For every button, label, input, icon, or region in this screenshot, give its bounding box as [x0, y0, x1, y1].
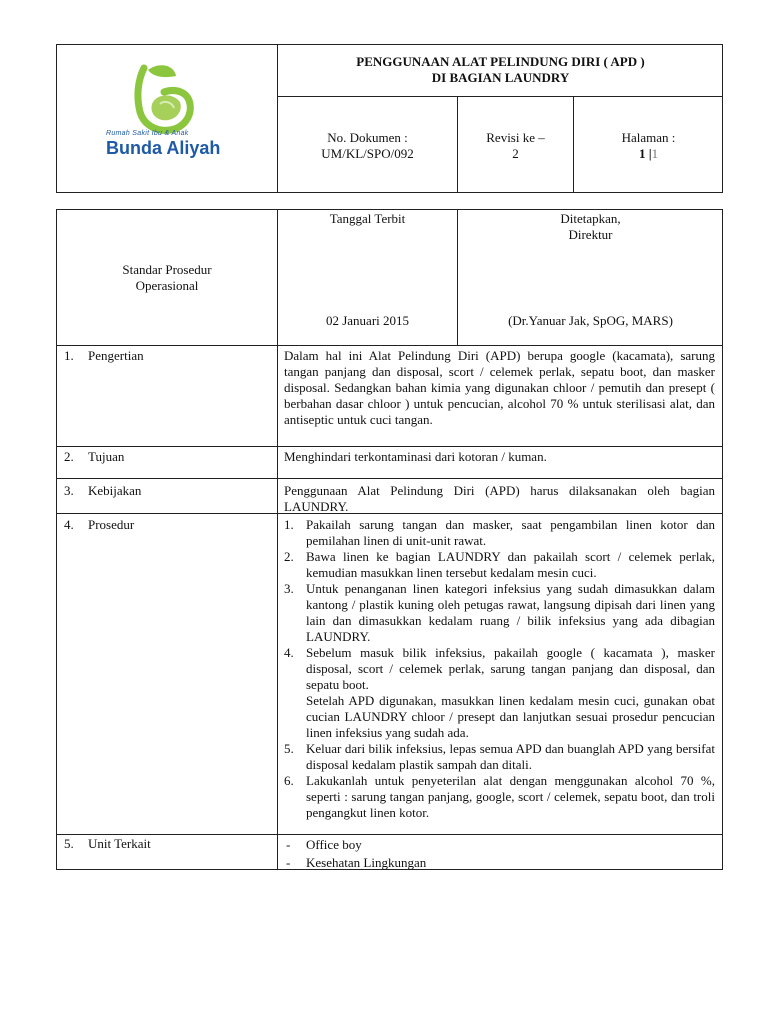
section-3-text: Penggunaan Alat Pelindung Diri (APD) harus dilaksanakan oleh bagian LAUNDRY.: [284, 483, 715, 514]
step-text: Bawa linen ke bagian LAUNDRY dan pakailah scort / celemek perlak, kemudian masukkan linen tersebut kedalam mesin cuci.: [306, 549, 715, 580]
document-title: [278, 54, 723, 86]
issue-date-value: 02 Januari 2015: [325, 313, 410, 328]
step-number: 6.: [284, 773, 294, 788]
page-label: Halaman :: [621, 130, 676, 145]
step-text: Lakukanlah untuk penyeterilan alat dengan menggunakan alcohol 70 %, seperti : sarung tangan panjang, google, scort / celemek, sepatu boot, dan troli pengangkut linen kotor.: [306, 773, 715, 820]
procedure-step: [284, 517, 715, 549]
step-number: 5.: [284, 741, 294, 756]
step-text: Pakailah sarung tangan dan masker, saat pengambilan linen kotor dan pemilahan linen di unit-unit rawat.: [306, 517, 715, 548]
step-text: Keluar dari bilik infeksius, lepas semua APD dan buanglah APD yang bersifat disposal kedalam plastik sampah dan ditali.: [306, 741, 715, 772]
revision: [458, 130, 573, 162]
list-dash: -: [286, 855, 291, 870]
issue-date-label: Tanggal Terbit: [329, 211, 406, 226]
section-5-number: 5.: [64, 836, 74, 851]
step-text: Sebelum masuk bilik infeksius, pakailah google ( kacamata ), masker disposal, scort / celemek perlak, sarung tangan panjang dan disposal, dan sepatu boot.: [306, 645, 715, 692]
procedure-steps: [284, 517, 715, 821]
section-2-label: Tujuan: [88, 449, 125, 464]
step-text: Untuk penanganan linen kategori infeksius yang sudah dimasukkan dalam kantong / plastik kuning oleh petugas rawat, langsung dipisah dari linen yang lain dan dimasukkan kedalam ruang / bilik infeksius yang ada dibagian LAUNDRY.: [306, 581, 715, 644]
page-total: 1: [651, 146, 659, 161]
logo-name: Bunda Aliyah: [106, 138, 221, 158]
related-units-list: [280, 836, 710, 872]
step-number: 1.: [284, 517, 294, 532]
step-number: 3.: [284, 581, 294, 596]
related-unit: [280, 836, 710, 854]
procedure-list-b: [284, 741, 715, 821]
step-number: 2.: [284, 549, 294, 564]
procedure-step: [284, 741, 715, 773]
page-current: 1 |: [638, 146, 652, 161]
spo-label-line-2: Operasional: [135, 278, 199, 293]
director-title: Direktur: [568, 227, 613, 242]
title-line-2: DI BAGIAN LAUNDRY: [431, 70, 570, 85]
hospital-logo: [100, 60, 240, 170]
approved-label: Ditetapkan,: [560, 211, 621, 226]
doc-number-value: UM/KL/SPO/092: [321, 146, 414, 161]
related-unit-text: Office boy: [306, 837, 362, 852]
section-4-label: Prosedur: [88, 517, 135, 532]
document-number: [278, 130, 457, 162]
page-value: [574, 146, 723, 162]
logo-subtitle: Rumah Sakit Ibu & Anak: [106, 130, 189, 137]
procedure-step: [284, 549, 715, 581]
page-number: [574, 130, 723, 162]
procedure-step: [284, 645, 715, 693]
spo-label-line-1: Standar Prosedur: [122, 262, 212, 277]
section-3-number: 3.: [64, 483, 74, 498]
procedure-list-a: [284, 517, 715, 693]
procedure-step: [284, 773, 715, 821]
director-name: (Dr.Yanuar Jak, SpOG, MARS): [508, 313, 673, 328]
section-5-label: Unit Terkait: [88, 836, 151, 851]
step-4-continuation: Setelah APD digunakan, masukkan linen kedalam mesin cuci, gunakan obat cucian LAUNDRY chloor / presept dan lanjutkan sesuai prosedur pencucian linen infeksius yang sudah ada.: [306, 693, 715, 740]
section-1-text: Dalam hal ini Alat Pelindung Diri (APD) berupa google (kacamata), sarung tangan panjang dan disposal, scort / celemek perlak, sepatu boot, dan masker disposal. Sedangkan bahan kimia yang digunakan chloor / pemutih dan presept ( berbahan dasar chloor ) untuk pencucian, alcohol 70 % untuk sterilisasi alat, dan antiseptic untuk cuci tangan.: [284, 348, 715, 427]
revision-label: Revisi ke –: [486, 130, 545, 145]
section-1-number: 1.: [64, 348, 74, 363]
revision-value: 2: [512, 146, 519, 161]
list-dash: -: [286, 837, 291, 852]
section-2-number: 2.: [64, 449, 74, 464]
doc-number-label: No. Dokumen :: [327, 130, 408, 145]
related-unit-text: Kesehatan Lingkungan: [306, 855, 427, 870]
approval-block: [458, 211, 723, 243]
section-1-label: Pengertian: [88, 348, 144, 363]
title-line-1: PENGGUNAAN ALAT PELINDUNG DIRI ( APD ): [356, 54, 645, 69]
related-unit: [280, 854, 710, 872]
procedure-step: [284, 581, 715, 645]
section-3-label: Kebijakan: [88, 483, 142, 498]
section-2-text: Menghindari terkontaminasi dari kotoran / kuman.: [284, 449, 547, 464]
section-4-number: 4.: [64, 517, 74, 532]
leaf-logo-icon: [100, 60, 240, 140]
spo-label: [57, 262, 277, 294]
step-number: 4.: [284, 645, 294, 660]
